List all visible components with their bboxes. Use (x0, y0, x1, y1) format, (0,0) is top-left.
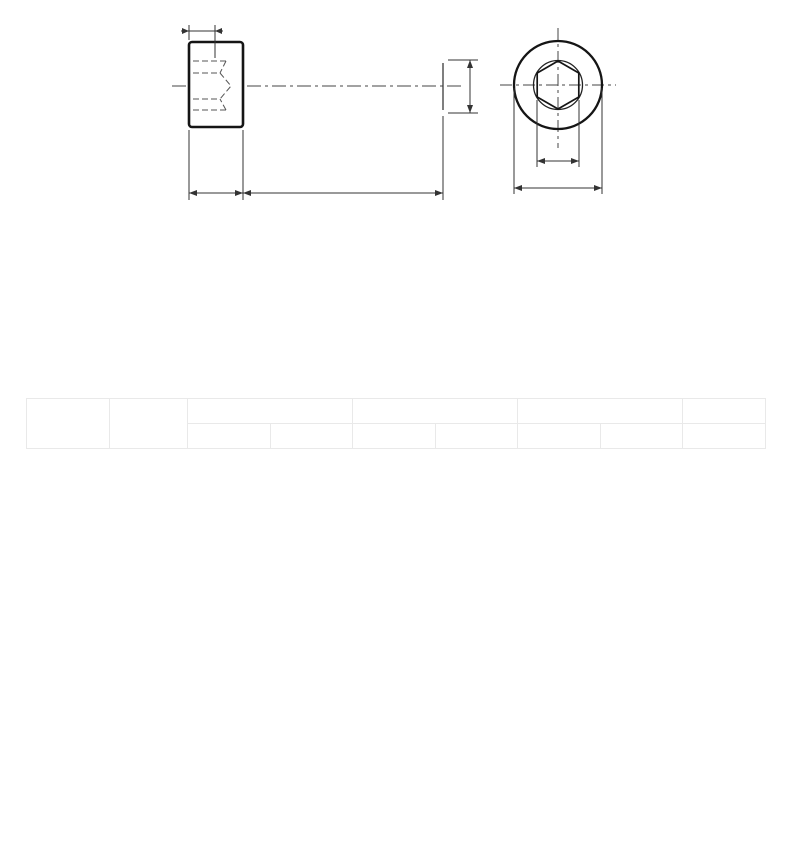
header-sub (600, 424, 683, 449)
screw-side-view (172, 25, 478, 200)
header-sub (270, 424, 353, 449)
header-group-k (353, 399, 518, 424)
header-nominal-diameter (27, 399, 110, 449)
screw-end-view (500, 28, 616, 194)
screw-technical-drawing (0, 0, 790, 210)
header-sub (353, 424, 436, 449)
spec-table-header (27, 399, 766, 449)
header-sub (435, 424, 518, 449)
header-pitch (110, 399, 188, 449)
header-group-dk (188, 399, 353, 424)
header-group-s (518, 399, 683, 424)
spec-table (26, 398, 766, 449)
header-sub (518, 424, 601, 449)
header-group-t (683, 399, 766, 424)
header-sub (188, 424, 271, 449)
header-sub (683, 424, 766, 449)
